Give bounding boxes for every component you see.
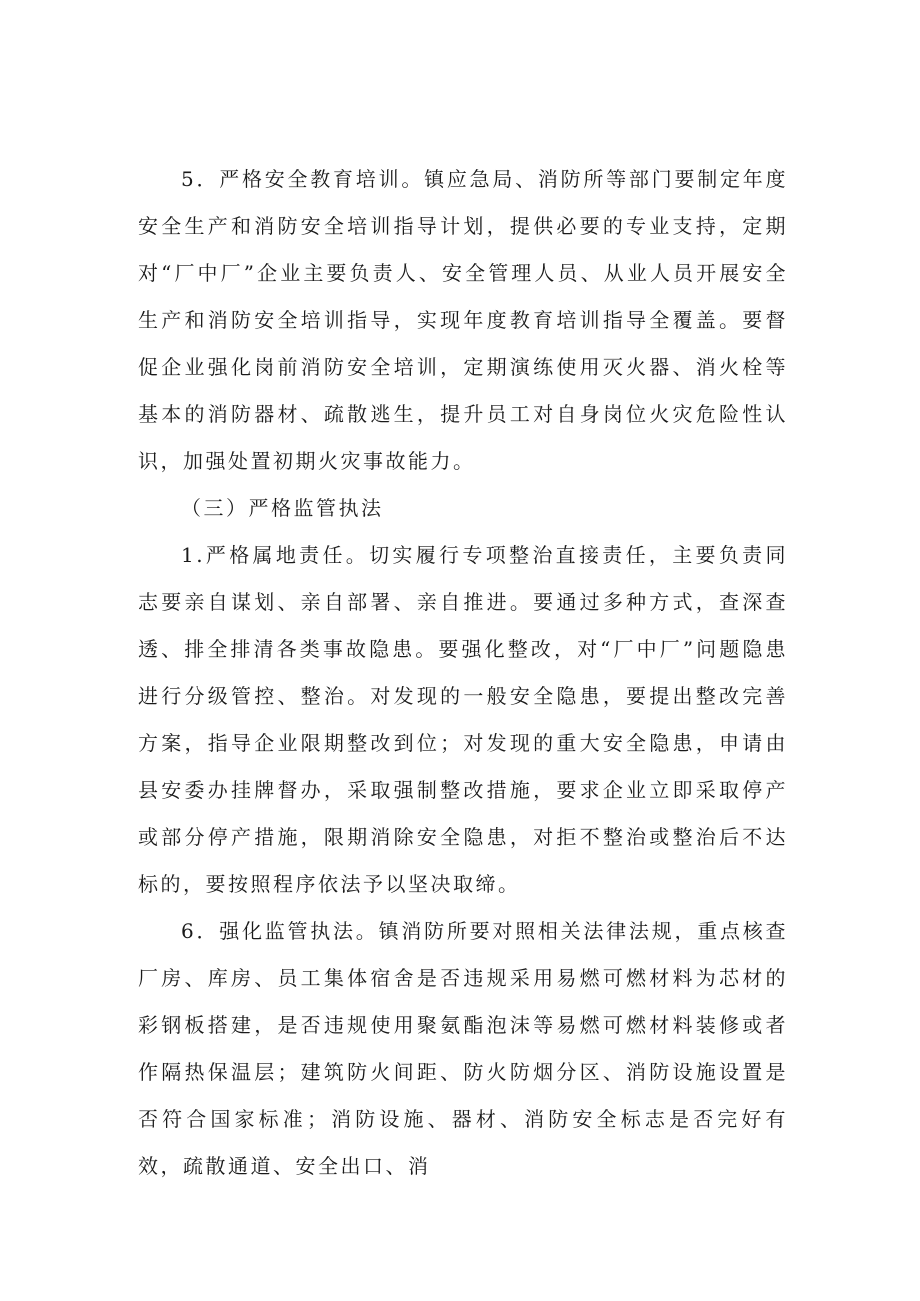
section-heading-supervision: （三）严格监管执法	[181, 496, 384, 520]
paragraph-territorial-responsibility: 1.严格属地责任。切实履行专项整治直接责任，主要负责同志要亲自谋划、亲自部署、亲自推进。要通过多种方式，查深查透、排全排清各类事故隐患。要强化整改，对“厂中厂”问题隐患进行分级管控、整治。对发现的一般安全隐患，要提出整改完善方案，指导企业限期整改到位；对发现的重大安全隐患，申请由县安委办挂牌督办，采取强制整改措施，要求企业立即采取停产或部分停产措施，限期消除安全隐患，对拒不整治或整治后不达标的，要按照程序依法予以坚决取缔。	[138, 543, 788, 896]
paragraph-safety-training: 5．严格安全教育培训。镇应急局、消防所等部门要制定年度安全生产和消防安全培训指导计划，提供必要的专业支持，定期对“厂中厂”企业主要负责人、安全管理人员、从业人员开展安全生产和消防安全培训指导，实现年度教育培训指导全覆盖。要督促企业强化岗前消防安全培训，定期演练使用灭火器、消火栓等基本的消防器材、疏散逃生，提升员工对自身岗位火灾危险性认识，加强处置初期火灾事故能力。	[138, 167, 788, 473]
paragraph-law-enforcement: 6．强化监管执法。镇消防所要对照相关法律法规，重点核查厂房、库房、员工集体宿舍是否违规采用易燃可燃材料为芯材的彩钢板搭建，是否违规使用聚氨酯泡沫等易燃可燃材料装修或者作隔热保温层；建筑防火间距、防火防烟分区、消防设施设置是否符合国家标准；消防设施、器材、消防安全标志是否完好有效，疏散通道、安全出口、消	[138, 919, 788, 1178]
document-body	[138, 156, 788, 1190]
